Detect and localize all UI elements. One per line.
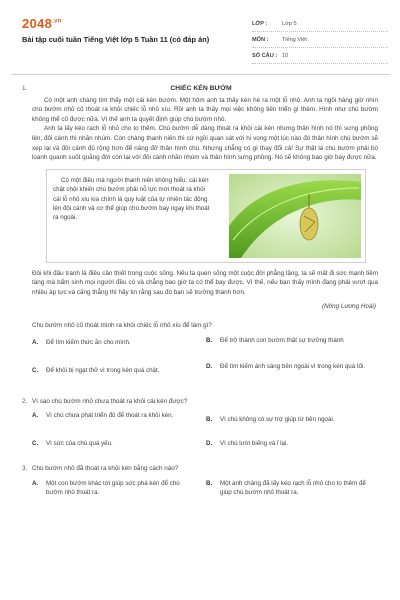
question-3-options	[32, 480, 386, 502]
q1-option-c[interactable]: C. Để khỏi bị ngạt thở vì trong kén quá chật.	[32, 366, 160, 374]
meta-table	[252, 16, 388, 64]
q1-option-d[interactable]: D. Để tìm kiếm ánh sáng bên ngoài vì trong kén quá tối.	[206, 362, 366, 370]
story-paragraph-2: Anh ta lấy kéo rạch lỗ nhỏ cho to thêm. Chú bướm dễ dàng thoát ra khỏi cái kén nhưng thân hình nó thì sưng phồng lên, đôi cánh thì nhăn nhúm. Còn chàng thanh niên thì cứ ngồi quan sát với hi vọng một lúc nào đó thân hình chú bướm sẽ xẹp lại và đôi cánh đủ rộng hơn để nâng đỡ thân hình chú. Nhưng chẳng có gì thay đổi cả! Sự thật là chú bướm phải bò loanh quanh suốt quãng đời còn lại với đôi cánh nhăn nhúm và thân hình sưng phồng. Nó sẽ không bao giờ bay được nữa.	[32, 125, 378, 162]
q1-option-b[interactable]: B. Để trở thành con bướm thật sự trưởng thành	[206, 336, 344, 344]
document-title: Bài tập cuối tuần Tiếng Việt lớp 5 Tuần 11 (có đáp án)	[22, 35, 210, 44]
story-title: CHIẾC KÉN BƯỚM	[170, 85, 232, 92]
meta-row-count: SỐ CÂU : 10	[252, 48, 388, 64]
story-paragraph-3: Đôi khi đấu tranh là điều cần thiết trong cuộc sống. Nếu ta quen sống một cuộc đời phẳng lặng, ta sẽ mất đi sức mạnh tiềm tàng mà bẩm sinh mọi người đều có và chẳng bao giờ ta có thể bay được. Vì thế, nếu bạn thấy mình đang phải vượt qua nhiều áp lực và căng thẳng thì hãy tin rằng sau đó bạn sẽ trưởng thành hơn.	[32, 269, 378, 296]
story-paragraph-1: Có một anh chàng tìm thấy một cái kén bướm. Một hôm anh ta thấy kén hé ra một lỗ nhỏ. Anh ta ngồi hàng giờ nhìn chú bướm nhỏ cố thoát ra khỏi chiếc lỗ nhỏ xíu. Rồi anh ta thấy mọi việc không tiến triển gì thêm. Hình như chú bướm không thể cố được nữa. Vì thế anh ta quyết định giúp chú bướm nhỏ.	[32, 96, 378, 123]
question-1	[12, 84, 390, 391]
cocoon-leaf-illustration	[229, 174, 361, 258]
butterfly-cocoon-image	[229, 174, 361, 258]
question-1-options	[32, 337, 386, 391]
question-2-prompt: Vì sao chú bướm nhỏ chưa thoát ra khỏi cái kén được?	[32, 397, 188, 405]
worksheet-content	[12, 84, 390, 502]
header-divider	[12, 74, 390, 75]
question-2-options	[32, 412, 386, 458]
story-box	[46, 169, 366, 263]
meta-row-subject: MÔN : Tiếng Việt	[252, 32, 388, 48]
question-number: 2.	[22, 397, 28, 405]
meta-row-class: LỚP : Lớp 5	[252, 16, 388, 32]
story-author: (Nông Lương Hoài)	[321, 302, 376, 310]
q3-option-a[interactable]: A. Một con bướm khác tới giúp sức phá kén để chú bướm nhỏ thoát ra.	[32, 479, 180, 496]
question-3	[12, 464, 390, 502]
q1-option-a[interactable]: A. Để tìm kiếm thức ăn cho mình.	[32, 338, 131, 346]
box-text: Có một điều mà người thanh niên không hiểu: cái kén chật chội khiến chú bướm phải nỗ lực mới thoát ra khỏi cái lỗ nhỏ xíu kia chính là quy luật của tự nhiên tác động lên đôi cánh và cơ thể giúp chú bướm bay ngay khi thoát ra ngoài.	[53, 176, 210, 222]
q2-option-a[interactable]: A. Vì chú chưa phát triển đủ để thoát ra khỏi kén.	[32, 412, 174, 420]
question-number: 1.	[22, 85, 28, 92]
question-1-prompt: Chú bướm nhỏ cố thoát mình ra khỏi chiếc lỗ nhỏ xíu để làm gì?	[32, 322, 212, 330]
worksheet-header	[12, 8, 390, 70]
q2-option-d[interactable]: D. Vì chú lười biếng và ỉ lại.	[206, 440, 289, 448]
q2-option-c[interactable]: C. Vì sức của chú quá yếu.	[32, 440, 113, 448]
question-3-prompt: Chú bướm nhỏ đã thoát ra khỏi kén bằng cách nào?	[32, 465, 179, 473]
worksheet-page	[12, 8, 390, 496]
question-2	[12, 397, 390, 459]
site-logo[interactable]: $2048^{.vn}$	[22, 16, 62, 31]
question-number: 3.	[22, 465, 28, 473]
q2-option-b[interactable]: B. Vì chú không có sự trợ giúp từ bên ngoài.	[206, 416, 335, 424]
q3-option-b[interactable]: B. Một anh chàng đã lấy kéo rạch lỗ nhỏ cho to thêm để giúp chú bướm nhỏ thoát ra.	[206, 479, 366, 496]
